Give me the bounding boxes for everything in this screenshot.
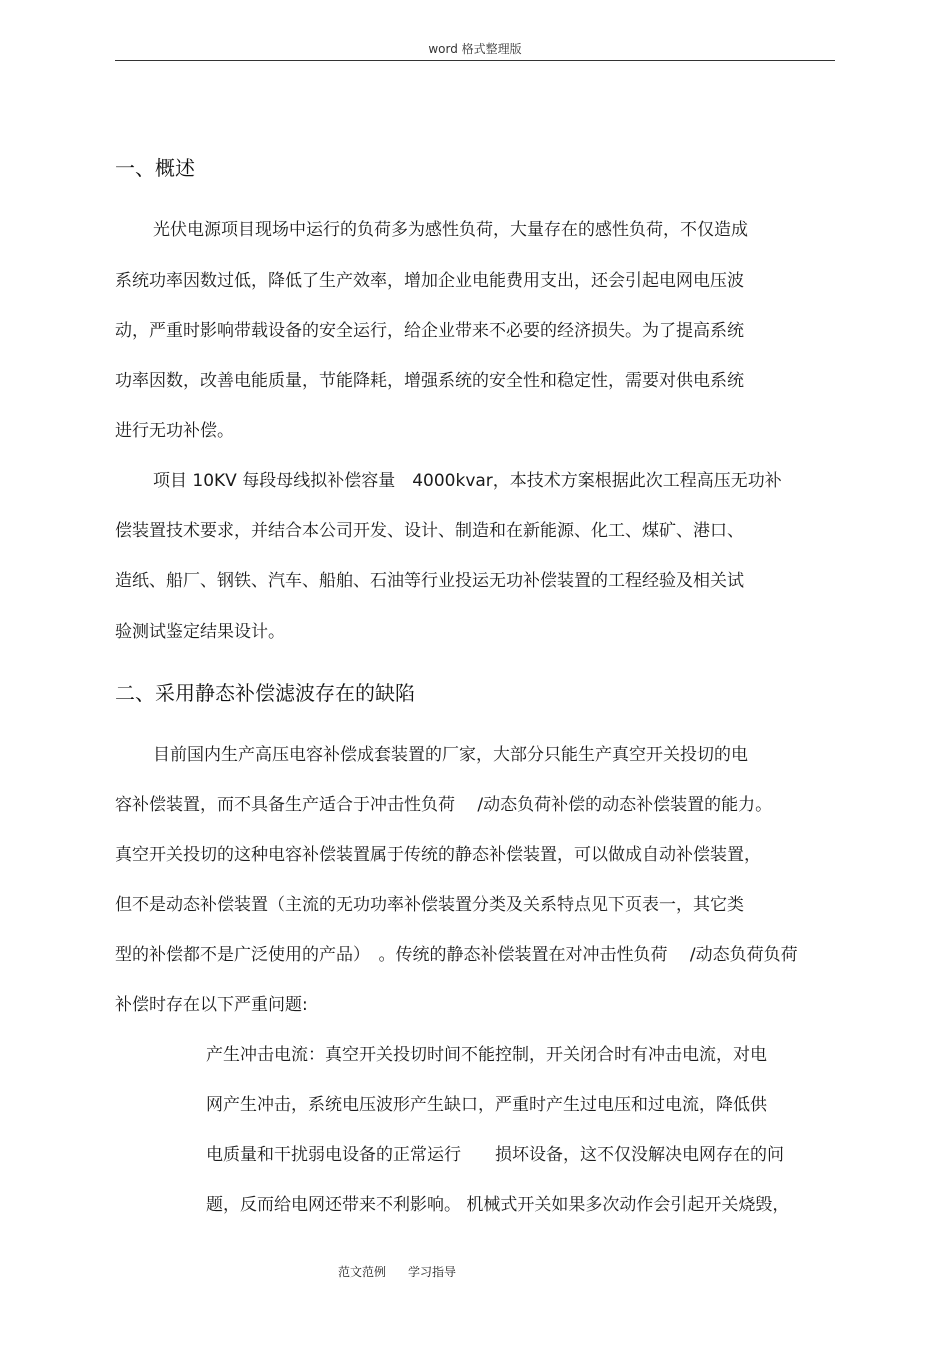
paragraph-line: 进行无功补偿。	[115, 421, 234, 441]
footer-left-text: 范文范例	[338, 1265, 387, 1279]
paragraph-line: 系统功率因数过低，降低了生产效率，增加企业电能费用支出，还会引起电网电压波	[115, 271, 744, 291]
header-divider	[115, 60, 835, 61]
paragraph-line: 造纸、船厂、钢铁、汽车、船舶、石油等行业投运无功补偿装置的工程经验及相关试	[115, 571, 744, 591]
section-heading-overview: 一、概述	[115, 156, 195, 180]
paragraph-line: 目前国内生产高压电容补偿成套装置的厂家，大部分只能生产真空开关投切的电	[153, 745, 748, 765]
paragraph-line: 型的补偿都不是广泛使用的产品） 。传统的静态补偿装置在对冲击性负荷 /动态负荷负荷	[115, 945, 798, 965]
paragraph-line: 光伏电源项目现场中运行的负荷多为感性负荷，大量存在的感性负荷，不仅造成	[153, 220, 748, 240]
indented-line: 网产生冲击，系统电压波形产生缺口，严重时产生过电压和过电流，降低供	[206, 1095, 767, 1115]
paragraph-line: 动，严重时影响带载设备的安全运行，给企业带来不必要的经济损失。为了提高系统	[115, 321, 744, 341]
paragraph-line: 功率因数，改善电能质量，节能降耗，增强系统的安全性和稳定性，需要对供电系统	[115, 371, 744, 391]
paragraph-line: 补偿时存在以下严重问题:	[115, 995, 308, 1015]
page-footer	[338, 1263, 478, 1280]
paragraph-line: 项目 10KV 每段母线拟补偿容量 4000kvar，本技术方案根据此次工程高压无功补	[153, 471, 782, 491]
paragraph-line: 验测试鉴定结果设计。	[115, 622, 285, 642]
indented-line: 题，反而给电网还带来不利影响。 机械式开关如果多次动作会引起开关烧毁，	[206, 1195, 790, 1215]
paragraph-line: 偿装置技术要求，并结合本公司开发、设计、制造和在新能源、化工、煤矿、港口、	[115, 521, 744, 541]
paragraph-line: 但不是动态补偿装置（主流的无功功率补偿装置分类及关系特点见下页表一，其它类	[115, 895, 744, 915]
section-heading-defects: 二、采用静态补偿滤波存在的缺陷	[115, 681, 415, 705]
indented-line: 产生冲击电流：真空开关投切时间不能控制，开关闭合时有冲击电流，对电	[206, 1045, 767, 1065]
footer-right-text: 学习指导	[408, 1265, 457, 1279]
page-header-title: word 格式整理版	[428, 42, 522, 56]
paragraph-line: 真空开关投切的这种电容补偿装置属于传统的静态补偿装置，可以做成自动补偿装置，	[115, 845, 761, 865]
indented-line: 电质量和干扰弱电设备的正常运行 损坏设备，这不仅没解决电网存在的问	[206, 1145, 784, 1165]
paragraph-line: 容补偿装置，而不具备生产适合于冲击性负荷 /动态负荷补偿的动态补偿装置的能力。	[115, 795, 773, 815]
